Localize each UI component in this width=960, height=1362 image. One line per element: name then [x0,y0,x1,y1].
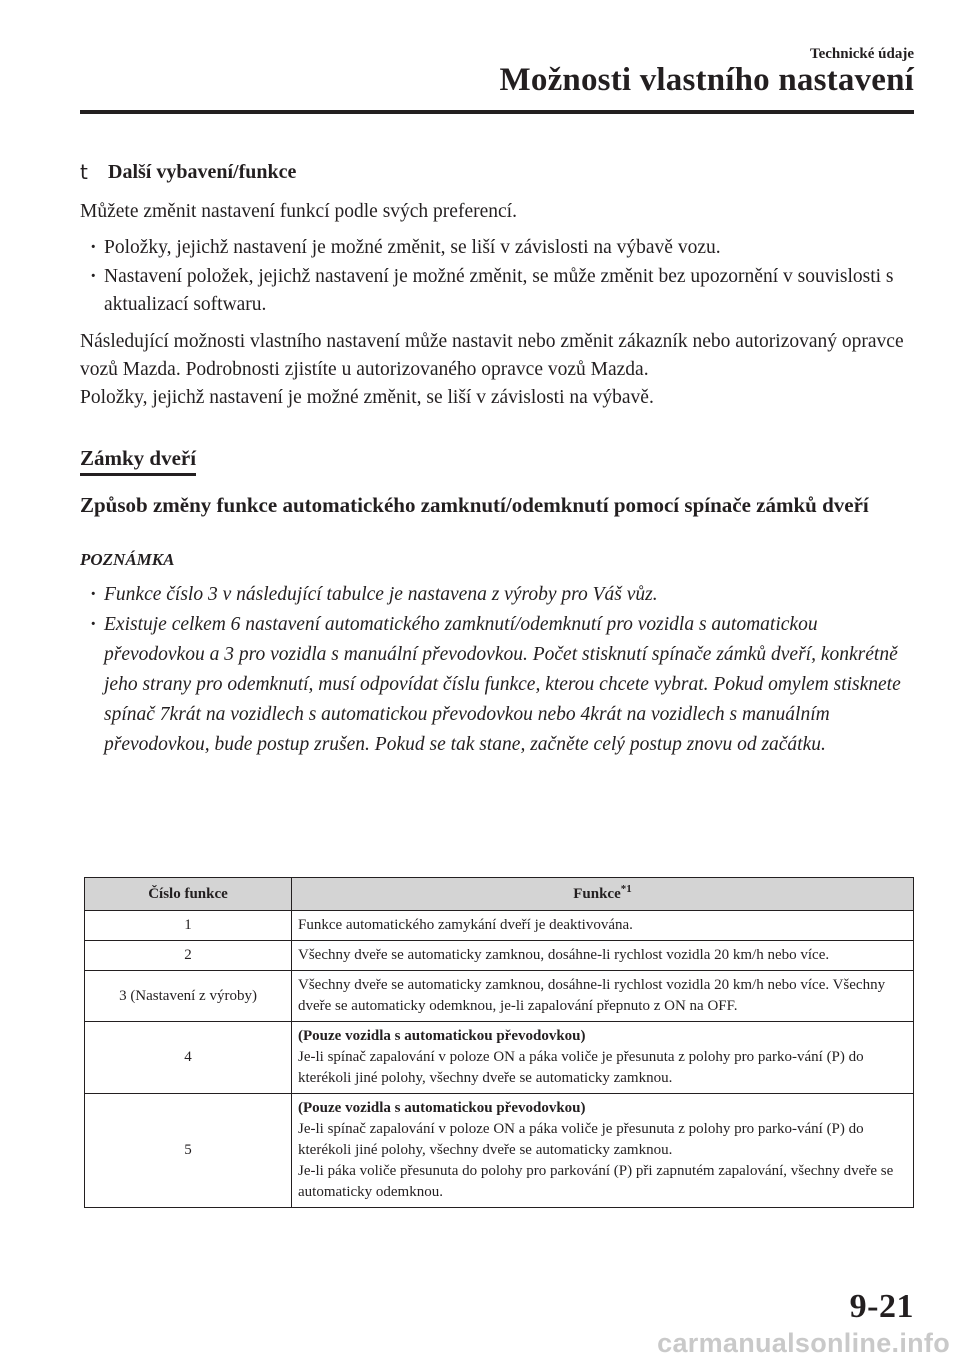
description-line: Všechny dveře se automaticky zamknou, dosáhne-li rychlost vozidla 20 km/h nebo více. [298,947,830,963]
description-line: Je-li páka voliče přesunuta do polohy pro parkování (P) při zapnutém zapalování, všechny dveře se automaticky odemknou. [298,1163,894,1200]
watermark: carmanualsonline.info [657,1328,950,1358]
vehicle-condition-label: (Pouze vozidla s automatickou převodovkou) [298,1100,586,1116]
bullet-item: · Nastavení položek, jejichž nastavení je možné změnit, se může změnit bez upozornění v souvislosti s aktualizací softwaru. [80,263,914,320]
table-body [85,911,914,1208]
note-item: · Existuje celkem 6 nastavení automatického zamknutí/odemknutí pro vozidla s automatickou převodovkou a 3 pro vozidla s manuální převodovkou. Počet stisknutí spínače zámků dveří, konkrétně jeho strany pro odemknutí, musí odpovídat číslu funkce, kterou chcete vybrat. Pokud omylem stisknete spínač 7krát na vozidlech s automatickou převodovkou nebo 4krát na vozidlech s manuálním převodovkou, bude postup zrušen. Pokud se tak stane, začněte celý postup znovu od začátku. [80,610,914,760]
function-description-cell [292,1094,914,1208]
description-line: Je-li spínač zapalování v poloze ON a páka voliče je přesunuta z polohy pro parko-vání (P) do kterékoli jiné polohy, všechny dveře se automaticky zamknou. [298,1049,864,1086]
note-title: POZNÁMKA [80,549,175,569]
page-title: Možnosti vlastního nastavení [499,62,914,98]
table-header-row [85,878,914,911]
function-number-cell: 3 (Nastavení z výroby) [85,971,292,1022]
intro-paragraph: Můžete změnit nastavení funkcí podle svých preferencí. [80,201,517,222]
subsection-title: Zámky dveří [80,446,196,476]
bullet-list [80,234,914,320]
function-number-cell: 5 [85,1094,292,1208]
table-row [85,1094,914,1208]
function-number-cell: 4 [85,1022,292,1094]
function-description-cell [292,971,914,1022]
description-line: Funkce automatického zamykání dveří je deaktivována. [298,917,633,933]
section-marker-icon: t [80,160,88,184]
table-row [85,1022,914,1094]
header-rule [80,110,914,114]
note-list [80,580,914,760]
col-header-number: Číslo funkce [85,878,292,911]
procedure-title: Způsob změny funkce automatického zamknutí/odemknutí pomocí spínače zámků dveří [80,492,869,517]
footnote-marker: *1 [620,882,632,895]
function-description-cell [292,1022,914,1094]
table-row [85,971,914,1022]
paragraph-customization: Následující možnosti vlastního nastavení může nastavit nebo změnit zákazník nebo autorizovaný opravce vozů Mazda. Podrobnosti zjistíte u autorizovaného opravce vozů Mazda. [80,330,904,380]
col-header-function [292,878,914,911]
col-header-function-text: Funkce [573,885,621,902]
function-number-cell: 2 [85,941,292,971]
section-heading [80,160,914,184]
section-heading-text: Další vybavení/funkce [108,160,297,183]
function-number-cell: 1 [85,911,292,941]
table-row [85,941,914,971]
header-section-label: Technické údaje [809,46,914,62]
description-line: Všechny dveře se automaticky zamknou, dosáhne-li rychlost vozidla 20 km/h nebo více. Všechny dveře se automaticky odemknou, je-li zapalování přepnuto z ON na OFF. [298,977,886,1014]
main-content [80,160,914,760]
function-description-cell [292,941,914,971]
table-row [85,911,914,941]
page-number: 9-21 [849,1288,914,1325]
function-description-cell [292,911,914,941]
vehicle-condition-label: (Pouze vozidla s automatickou převodovkou) [298,1028,586,1044]
note-item: · Funkce číslo 3 v následující tabulce je nastavena z výroby pro Váš vůz. [80,580,914,610]
paragraph-equipment: Položky, jejichž nastavení je možné změnit, se liší v závislosti na výbavě. [80,386,654,408]
description-line: Je-li spínač zapalování v poloze ON a páka voliče je přesunuta z polohy pro parko-vání (P) do kterékoli jiné polohy, všechny dveře se automaticky zamknou. [298,1121,864,1158]
bullet-item: · Položky, jejichž nastavení je možné změnit, se liší v závislosti na výbavě vozu. [80,234,914,263]
function-table [84,877,914,1208]
